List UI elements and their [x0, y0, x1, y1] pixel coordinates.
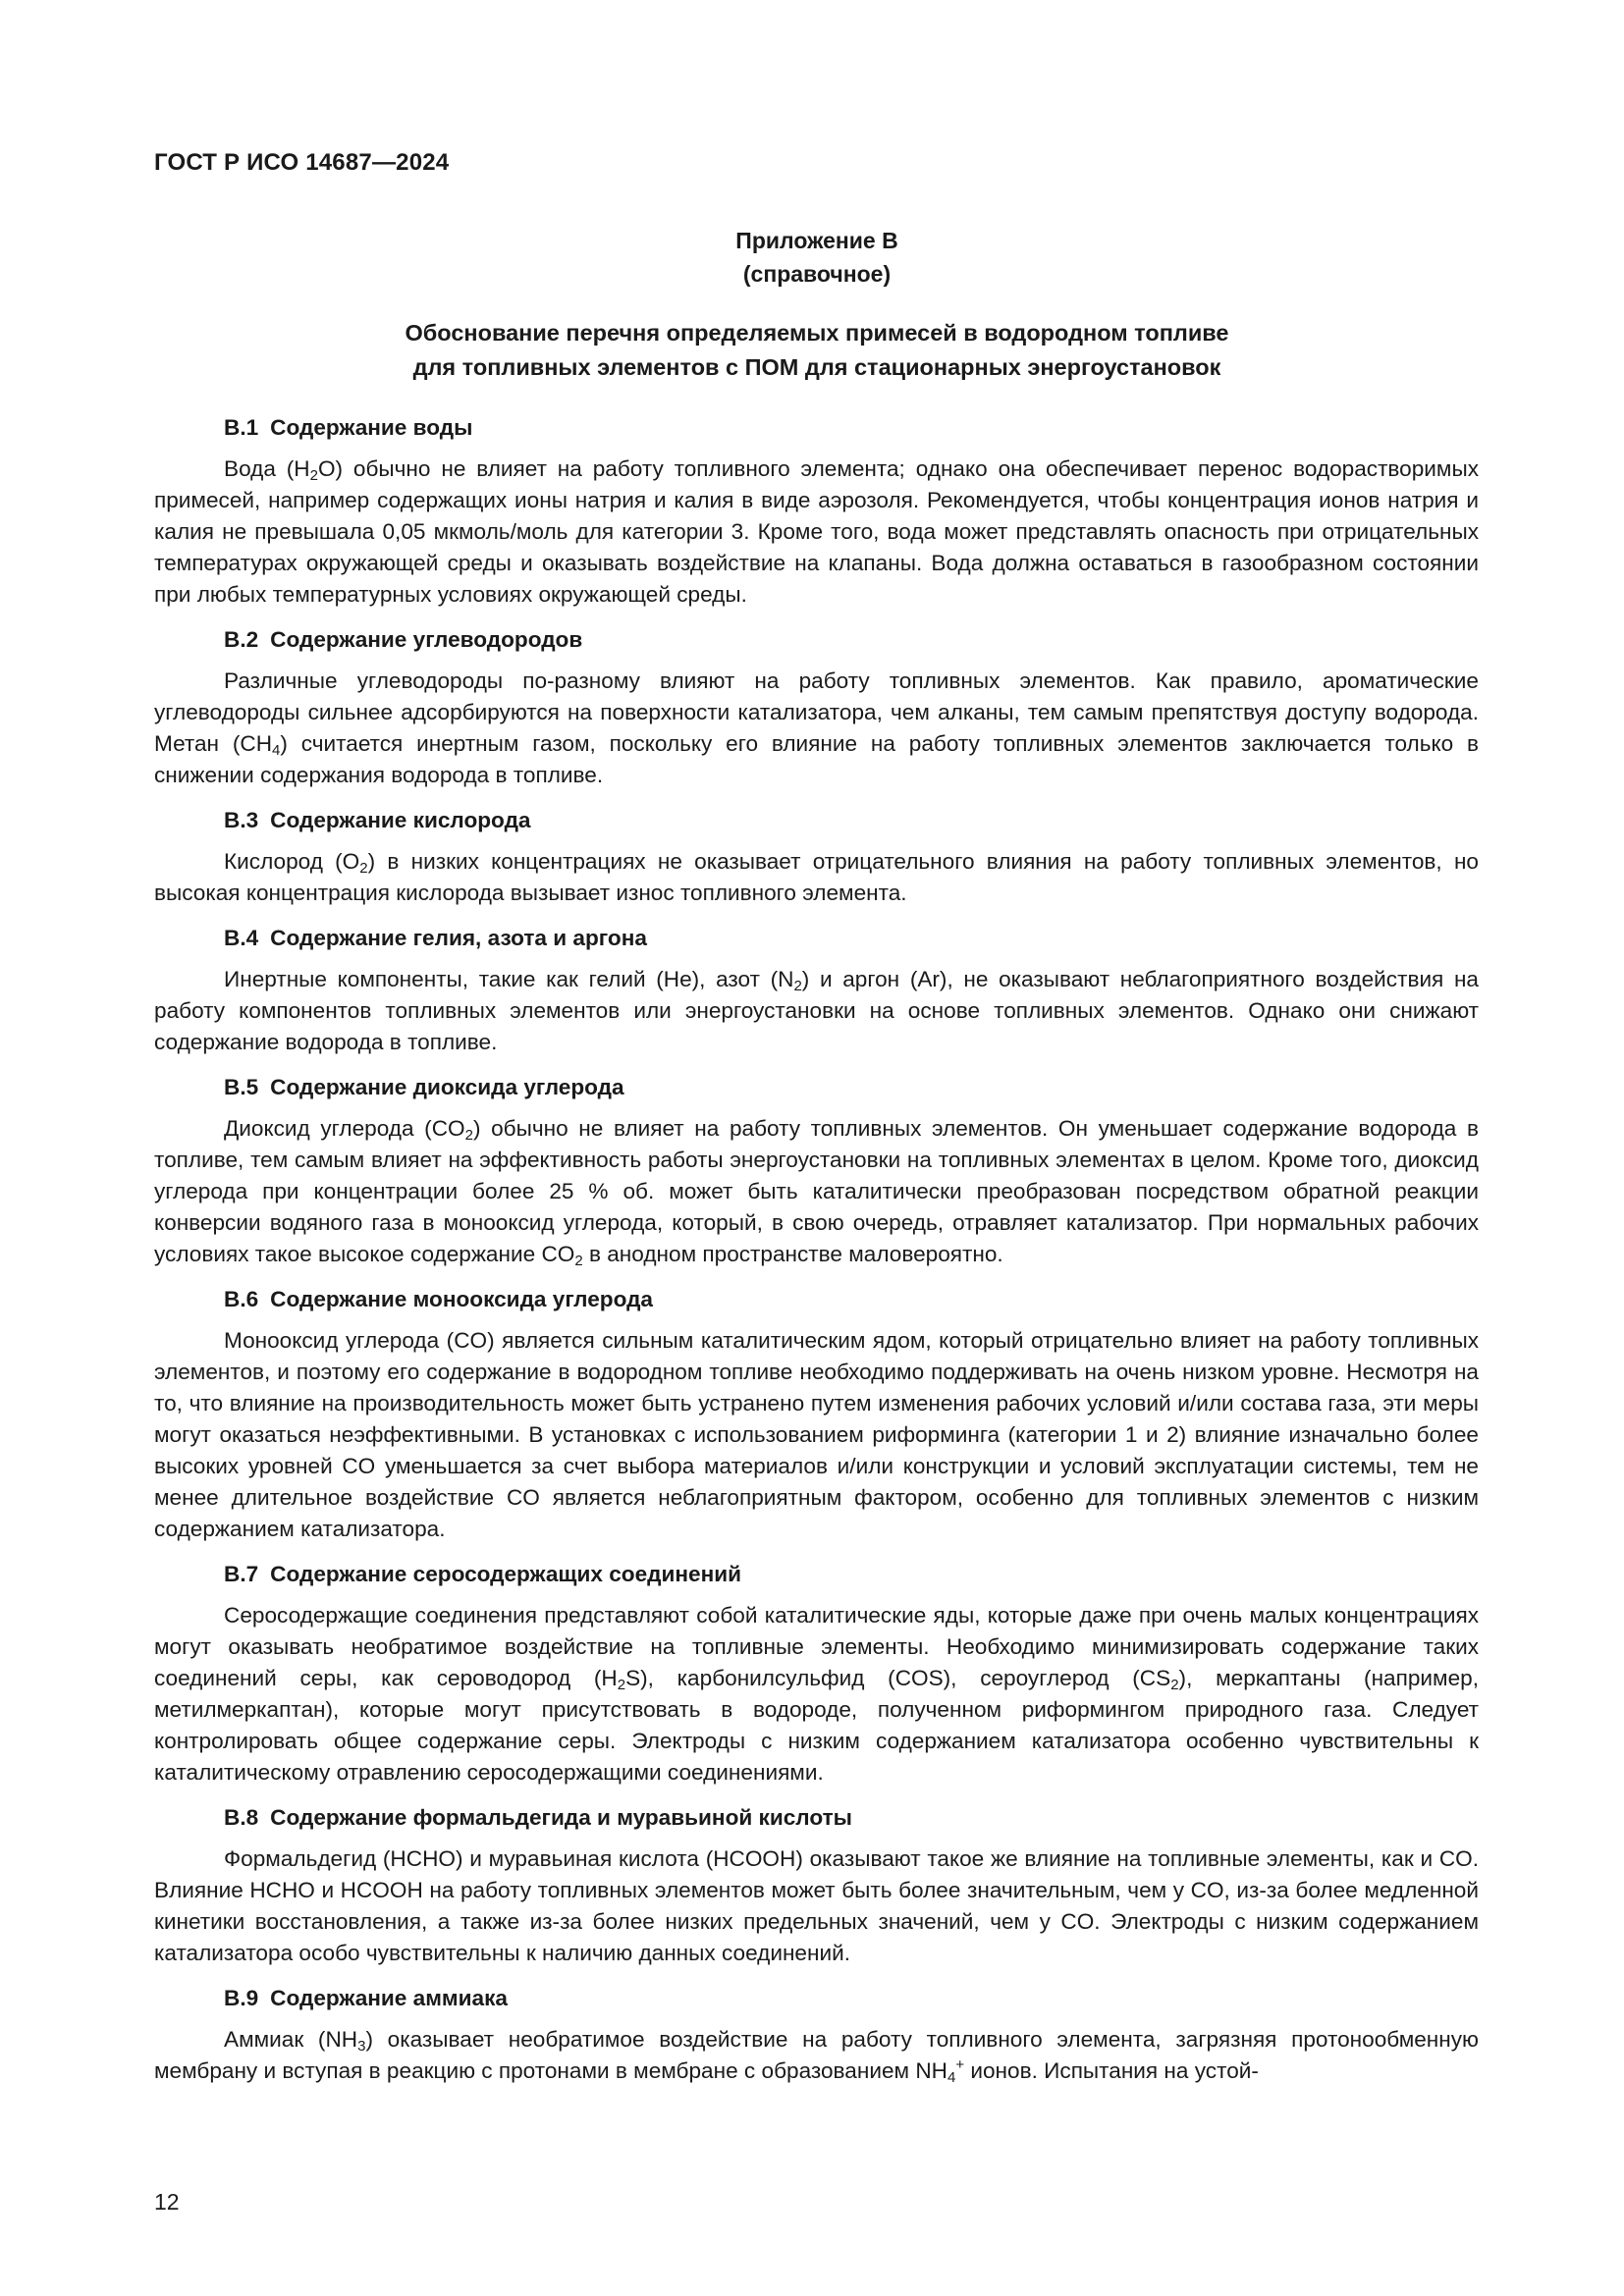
page-number: 12 — [154, 2189, 180, 2215]
section-title: Содержание аммиака — [270, 1986, 508, 2010]
appendix-title-line-2: для топливных элементов с ПОМ для стационарных энергоустановок — [412, 354, 1221, 380]
section-title: Содержание воды — [270, 415, 473, 440]
document-header: ГОСТ Р ИСО 14687—2024 — [154, 149, 450, 176]
section-heading — [154, 1802, 1479, 1834]
section-paragraph: Вода $(H_2O)$ обычно не влияет на работу топливного элемента; однако она обеспечивает перенос водорастворимых примесей, например содержащих ионы натрия и калия в виде аэрозоля. Рекомендуется, чтобы концентрация ионов натрия и калия не превышала 0,05 мкмоль/моль для категории 3. Кроме того, вода может представлять опасность при отрицательных температурах окружающей среды и оказывать воздействие на клапаны. Вода должна оставаться в газообразном состоянии при любых температурных условиях окружающей среды. — [154, 456, 1479, 607]
section-heading — [154, 1072, 1479, 1103]
section — [154, 1284, 1479, 1545]
appendix-label: Приложение В — [735, 228, 898, 253]
section-title: Содержание диоксида углерода — [270, 1075, 624, 1099]
section-title: Содержание формальдегида и муравьиной кислоты — [270, 1805, 852, 1830]
section-title: Содержание серосодержащих соединений — [270, 1562, 742, 1586]
section-paragraph: Различные углеводороды по-разному влияют на работу топливных элементов. Как правило, ароматические углеводороды сильнее адсорбируются на поверхности катализатора, чем алканы, тем самым препятствуя доступу водорода. Метан $(CH_4)$ считается инертным газом, поскольку его влияние на работу топливных элементов заключается только в снижении содержания водорода в топливе. — [154, 668, 1480, 787]
section-paragraph: Диоксид углерода $(CO_2)$ обычно не влияет на работу топливных элементов. Он уменьшает содержание водорода в топливе, тем самым влияет на эффективность работы энергоустановки на топливных элементах в целом. Кроме того, диоксид углерода при концентрации более 25 % об. может быть каталитически преобразован посредством обратной реакции конверсии водяного газа в монооксид углерода, который, в свою очередь, отравляет катализатор. При нормальных рабочих условиях такое высокое содержание $CO_2$ в анодном пространстве маловероятно. — [154, 1116, 1479, 1269]
section — [154, 624, 1479, 791]
section-heading — [154, 1559, 1479, 1590]
section-number: В.3 — [224, 808, 259, 832]
section-paragraph: Серосодержащие соединения представляют собой каталитические яды, которые даже при очень малых концентрациях могут оказывать необратимое воздействие на топливные элементы. Необходимо минимизировать содержание таких соединений серы, как сероводород $(H_2S)$, карбонилсульфид (COS), сероуглерод $(CS_2)$, меркаптаны (например, метилмеркаптан), которые могут присутствовать в водороде, полученном риформингом природного газа. Следует контролировать общее содержание серы. Электроды с низким содержанием катализатора особенно чувствительны к каталитическому отравлению серосодержащими соединениями. — [154, 1603, 1479, 1785]
section-heading — [154, 1284, 1479, 1315]
section-paragraph: Кислород $(O_2)$ в низких концентрациях не оказывает отрицательного влияния на работу топливных элементов, но высокая концентрация кислорода вызывает износ топливного элемента. — [154, 849, 1479, 905]
appendix-title-line-1: Обоснование перечня определяемых примесей в водородном топливе — [405, 320, 1229, 346]
section-heading — [154, 923, 1479, 954]
section — [154, 412, 1479, 611]
section-number: В.6 — [224, 1287, 259, 1311]
section-title: Содержание углеводородов — [270, 627, 583, 652]
section-title: Содержание монооксида углерода — [270, 1287, 654, 1311]
section — [154, 805, 1479, 909]
section-heading — [154, 1983, 1479, 2014]
section-number: В.5 — [224, 1075, 259, 1099]
section-paragraph: Формальдегид (HCHO) и муравьиная кислота (HCOOH) оказывают такое же влияние на топливные элементы, как и CO. Влияние HCHO и HCOOH на работу топливных элементов может быть более значительным, чем у CO, из-за более медленной кинетики восстановления, а также из-за более низких предельных значений, чем у CO. Электроды с низким содержанием катализатора особо чувствительны к наличию данных соединений. — [154, 1846, 1479, 1965]
section — [154, 923, 1479, 1058]
appendix-title — [154, 316, 1480, 385]
section — [154, 1802, 1479, 1969]
section-number: В.2 — [224, 627, 259, 652]
section — [154, 1072, 1479, 1270]
sections-container — [154, 412, 1479, 2087]
appendix-kind: (справочное) — [742, 261, 892, 287]
section-heading — [154, 412, 1479, 444]
section-number: В.1 — [224, 415, 259, 440]
section — [154, 1983, 1479, 2087]
section-heading — [154, 805, 1479, 836]
section-title: Содержание кислорода — [270, 808, 531, 832]
section-paragraph: Аммиак $(NH_3)$ оказывает необратимое воздействие на работу топливного элемента, загрязняя протонообменную мембрану и вступая в реакцию с протонами в мембране с образованием $NH_4^+$ ионов. Испытания на устой- — [154, 2027, 1479, 2086]
section-number: В.4 — [224, 926, 259, 950]
appendix-label-block — [154, 224, 1480, 291]
section-title: Содержание гелия, азота и аргона — [270, 926, 647, 950]
section-number: В.8 — [224, 1805, 259, 1830]
section-paragraph: Монооксид углерода (CO) является сильным каталитическим ядом, который отрицательно влияет на работу топливных элементов, и поэтому его содержание в водородном топливе необходимо поддерживать на очень низком уровне. Несмотря на то, что влияние на производительность может быть устранено путем изменения рабочих условий и/или состава газа, эти меры могут оказаться неэффективными. В установках с использованием риформинга (категории 1 и 2) влияние изначально более высоких уровней CO уменьшается за счет выбора материалов и/или конструкции и условий эксплуатации системы, тем не менее длительное воздействие CO является неблагоприятным фактором, особенно для топливных элементов с низким содержанием катализатора. — [154, 1328, 1479, 1541]
section-paragraph: Инертные компоненты, такие как гелий (He), азот $(N_2)$ и аргон (Ar), не оказывают неблагоприятного воздействия на работу компонентов топливных элементов или энергоустановки на основе топливных элементов. Однако они снижают содержание водорода в топливе. — [154, 967, 1479, 1054]
section-heading — [154, 624, 1479, 656]
section-number: В.7 — [224, 1562, 259, 1586]
section-number: В.9 — [224, 1986, 259, 2010]
section — [154, 1559, 1479, 1789]
